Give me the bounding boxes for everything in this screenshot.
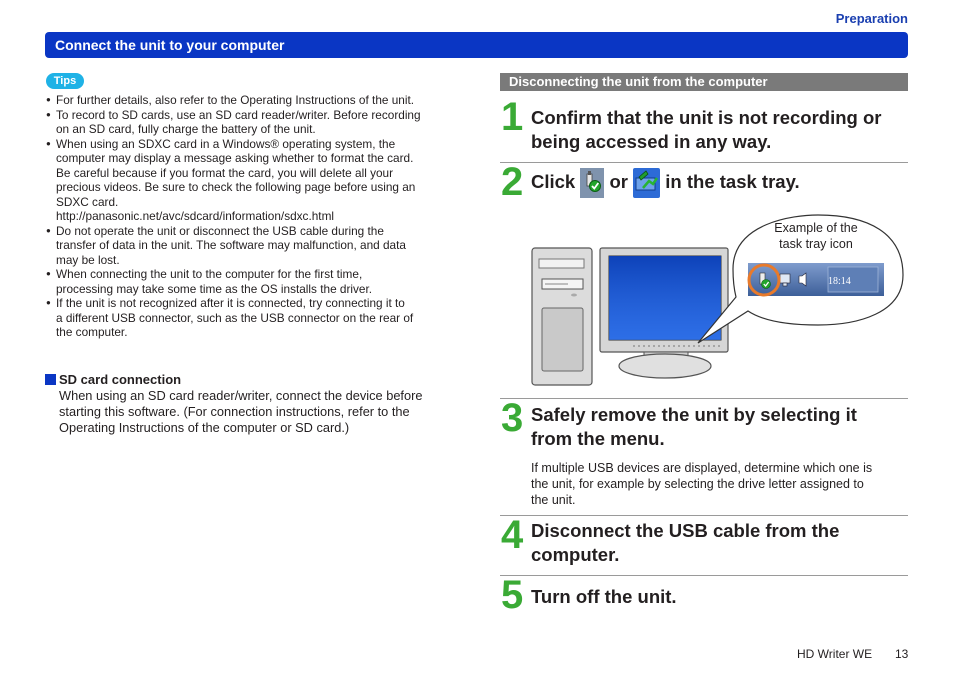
tip-line: ● Do not operate the unit or disconnect the USB cable during the (56, 223, 384, 238)
step-line: being accessed in any way. (531, 131, 772, 152)
tip-item (46, 93, 458, 108)
sd-card-line: Operating Instructions of the computer or SD card.) (59, 420, 350, 435)
step-line: from the menu. (531, 428, 665, 449)
safely-remove-hardware-alt-icon[interactable] (633, 168, 660, 198)
step-4-text (531, 519, 907, 567)
page-number: 13 (895, 647, 909, 661)
sd-card-heading (45, 372, 181, 387)
sdxc-info-link[interactable]: http://panasonic.net/avc/sdcard/information/sdxc.html (56, 209, 335, 223)
tip-line: ● If the unit is not recognized after it is connected, try connecting it to (56, 296, 405, 310)
tip-line: ● To record to SD cards, use an SD card reader/writer. Before recording (56, 107, 421, 122)
step-2-or-word: or (609, 171, 628, 192)
tip-item (46, 267, 458, 296)
divider (500, 162, 908, 163)
tips-list (46, 93, 458, 340)
callout-caption (760, 220, 872, 252)
step-2-text (531, 166, 907, 198)
divider (500, 398, 908, 399)
tip-line: on an SD card, fully charge the battery of the unit. (56, 122, 316, 136)
step-3-number: 3 (501, 396, 524, 440)
tip-line: ● For further details, also refer to the Operating Instructions of the unit. (56, 93, 415, 107)
divider (500, 575, 908, 576)
tip-line: precious videos. Be sure to check the following page before using an (56, 180, 416, 194)
step-line: computer. (531, 544, 620, 565)
step-line: Safely remove the unit by selecting it (531, 404, 857, 425)
step-2-click-word: Click (531, 171, 576, 192)
step-4-number: 4 (501, 513, 524, 557)
disconnect-section-title: Disconnecting the unit from the computer (509, 74, 768, 89)
tip-item (46, 137, 458, 224)
sd-card-line: starting this software. (For connection instructions, refer to the (59, 404, 410, 419)
divider (500, 515, 908, 516)
tip-line: ● When using an SDXC card in a Windows® operating system, the (56, 136, 396, 151)
tips-badge: Tips (46, 73, 84, 89)
step-line: Disconnect the USB cable from the (531, 520, 840, 541)
step-line: Turn off the unit. (531, 586, 677, 607)
disconnect-section-bar (500, 73, 908, 91)
step-3-body (531, 460, 907, 508)
safely-remove-hardware-icon[interactable] (580, 168, 604, 198)
sd-card-line: When using an SD card reader/writer, connect the device before (59, 388, 423, 403)
tip-item (46, 296, 458, 340)
footer-product-name: HD Writer WE (797, 647, 873, 661)
sd-card-heading-text: SD card connection (59, 372, 182, 387)
tray-clock: 18:14 (828, 276, 851, 287)
step-2-tray-text: in the task tray. (665, 171, 800, 192)
step-body-line: If multiple USB devices are displayed, determine which one is (531, 461, 873, 475)
step-3-text (531, 403, 907, 451)
tip-line: SDXC card. (56, 194, 119, 209)
step-line: Confirm that the unit is not recording or (531, 107, 882, 128)
tip-line: Be careful because if you format the card, you will delete all your (56, 165, 394, 180)
step-1-number: 1 (501, 95, 524, 139)
tip-line: computer may display a message asking whether to format the card. (56, 151, 414, 165)
step-2-number: 2 (501, 160, 524, 204)
tip-line: ● When connecting the unit to the computer for the first time, (56, 267, 363, 281)
sd-card-body (59, 388, 454, 436)
step-body-line: the unit. (531, 493, 576, 507)
page-title: Connect the unit to your computer (55, 37, 285, 53)
callout-line: Example of the (774, 221, 858, 235)
tip-line: processing may take some time as the OS installs the driver. (56, 281, 373, 296)
page-title-bar (45, 32, 908, 58)
step-body-line: the unit, for example by selecting the drive letter assigned to (531, 477, 864, 491)
tip-line: may be lost. (56, 252, 120, 267)
tip-line: the computer. (56, 325, 128, 339)
tip-item (46, 224, 458, 268)
step-5-text (531, 585, 907, 609)
section-label: Preparation (835, 11, 908, 26)
tip-line: a different USB connector, such as the USB connector on the rear of (56, 310, 414, 325)
callout-line: task tray icon (779, 237, 853, 251)
blue-square-bullet-icon (45, 374, 56, 385)
tip-line: transfer of data in the unit. The software may malfunction, and data (56, 238, 406, 252)
step-1-text (531, 106, 907, 154)
step-5-number: 5 (501, 573, 524, 617)
tip-item (46, 108, 458, 137)
